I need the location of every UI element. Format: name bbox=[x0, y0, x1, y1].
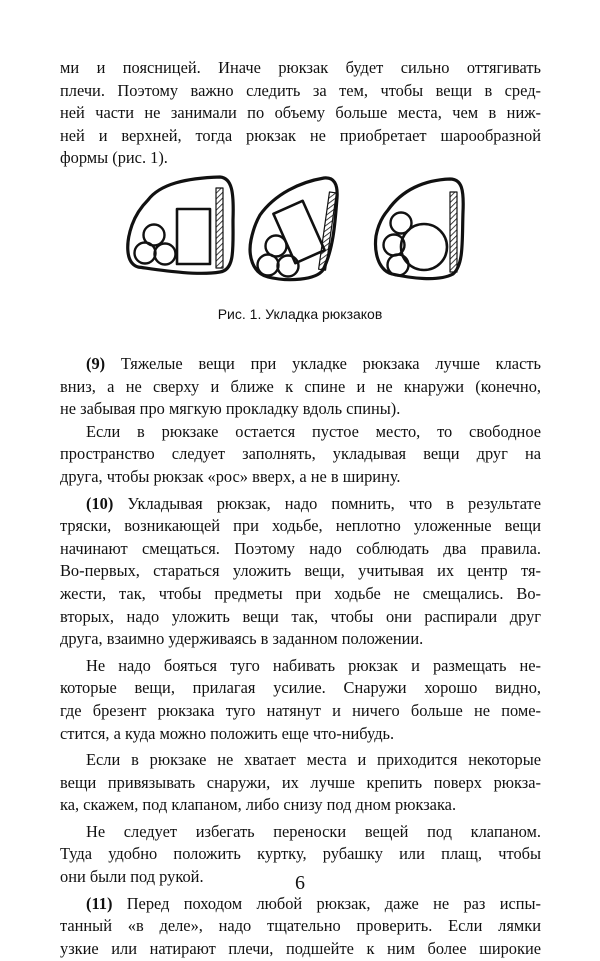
main-text bbox=[60, 353, 541, 960]
text-line: друга, взаимно удерживаясь в заданном положении. bbox=[60, 629, 424, 649]
backpack-diagram-1 bbox=[128, 177, 233, 273]
text-line: пространство следует заполнять, укладывая вещи друг на bbox=[60, 444, 541, 464]
text-line: начинают смещаться. Поэтому надо соблюдать два правила. bbox=[60, 538, 541, 558]
text-span: Укладывая рюкзак, надо помнить, что в результате bbox=[113, 493, 541, 513]
text-line: Если в рюкзаке не хватает места и приходится некоторые bbox=[86, 750, 541, 770]
text-line: жести, так, чтобы предметы при ходьбе не смещались. Во- bbox=[60, 583, 541, 603]
text-line: ней и верхней, тогда рюкзак не приобретает шарообразной bbox=[60, 125, 541, 145]
text-line bbox=[60, 353, 541, 376]
text-line: танный «в деле», надо тщательно проверить. Если лямки bbox=[60, 916, 541, 936]
text-line: которые вещи, прилагая усилие. Снаружи хорошо видно, bbox=[60, 678, 541, 698]
text-line: где брезент рюкзака туго натянут и ничего больше не поме- bbox=[60, 700, 541, 720]
paragraph-9 bbox=[60, 353, 541, 421]
text-line: Если в рюкзаке остается пустое место, то свободное bbox=[86, 421, 541, 441]
section-number: (9) bbox=[86, 354, 106, 373]
text-line: вещи привязывать снаружи, их лучше крепить поверх рюкза- bbox=[60, 772, 541, 792]
backpack-diagram-3 bbox=[376, 179, 464, 279]
text-line: ней части не занимали по объему больше места, чем в ниж- bbox=[60, 103, 541, 123]
text-line: друга, чтобы рюкзак «рос» вверх, а не в ширину. bbox=[60, 466, 401, 486]
text-line: Не следует избегать переноски вещей под клапаном. bbox=[86, 821, 541, 841]
text-line: вниз, а не сверху и ближе к спине и не кнаружи (конечно, bbox=[60, 376, 541, 396]
text-line bbox=[60, 893, 541, 916]
figure-caption: Рис. 1. Укладка рюкзаков bbox=[217, 306, 383, 322]
text-line: плечи. Поэтому важно следить за тем, чтобы вещи в сред- bbox=[60, 80, 541, 100]
text-line: Во-первых, стараться уложить вещи, учитывая их центр тя- bbox=[60, 561, 541, 581]
backpack-diagram-2 bbox=[250, 178, 337, 280]
text-line bbox=[60, 493, 541, 516]
intro-paragraph bbox=[60, 57, 541, 170]
text-line: узкие или натирают плечи, подшейте к ним более широкие bbox=[60, 938, 541, 958]
paragraph-tight-packing bbox=[60, 655, 541, 745]
text-span: Тяжелые вещи при укладке рюкзака лучше класть bbox=[105, 354, 541, 373]
text-line: ми и поясницей. Иначе рюкзак будет сильно оттягивать bbox=[60, 58, 541, 77]
text-line: тряски, возникающей при ходьбе, неплотно уложенные вещи bbox=[60, 516, 541, 536]
text-span: Перед походом любой рюкзак, даже не раз испы- bbox=[112, 893, 541, 913]
backpack-packing-figure bbox=[120, 170, 480, 285]
text-line: ка, скажем, под клапаном, либо снизу под дном рюкзака. bbox=[60, 795, 457, 815]
section-number: (10) bbox=[86, 493, 114, 513]
paragraph-10 bbox=[60, 493, 541, 651]
text-line: не забывая про мягкую прокладку вдоль спины). bbox=[60, 399, 401, 419]
text-line: стится, а куда можно положить еще что-нибудь. bbox=[60, 723, 395, 743]
paragraph-11 bbox=[60, 893, 541, 961]
text-line: Туда удобно положить куртку, рубашку или плащ, чтобы bbox=[60, 844, 541, 864]
text-line: они были под рукой. bbox=[60, 867, 204, 887]
text-line: Не надо бояться туго набивать рюкзак и размещать не- bbox=[86, 655, 541, 675]
paragraph-empty-space bbox=[60, 421, 541, 489]
paragraph-outside-items bbox=[60, 749, 541, 817]
section-number: (11) bbox=[86, 893, 113, 913]
text-line: вторых, надо уложить вещи так, чтобы они распирали друг bbox=[60, 606, 541, 626]
text-line: формы (рис. 1). bbox=[60, 148, 168, 168]
page-number: 6 bbox=[295, 872, 305, 894]
